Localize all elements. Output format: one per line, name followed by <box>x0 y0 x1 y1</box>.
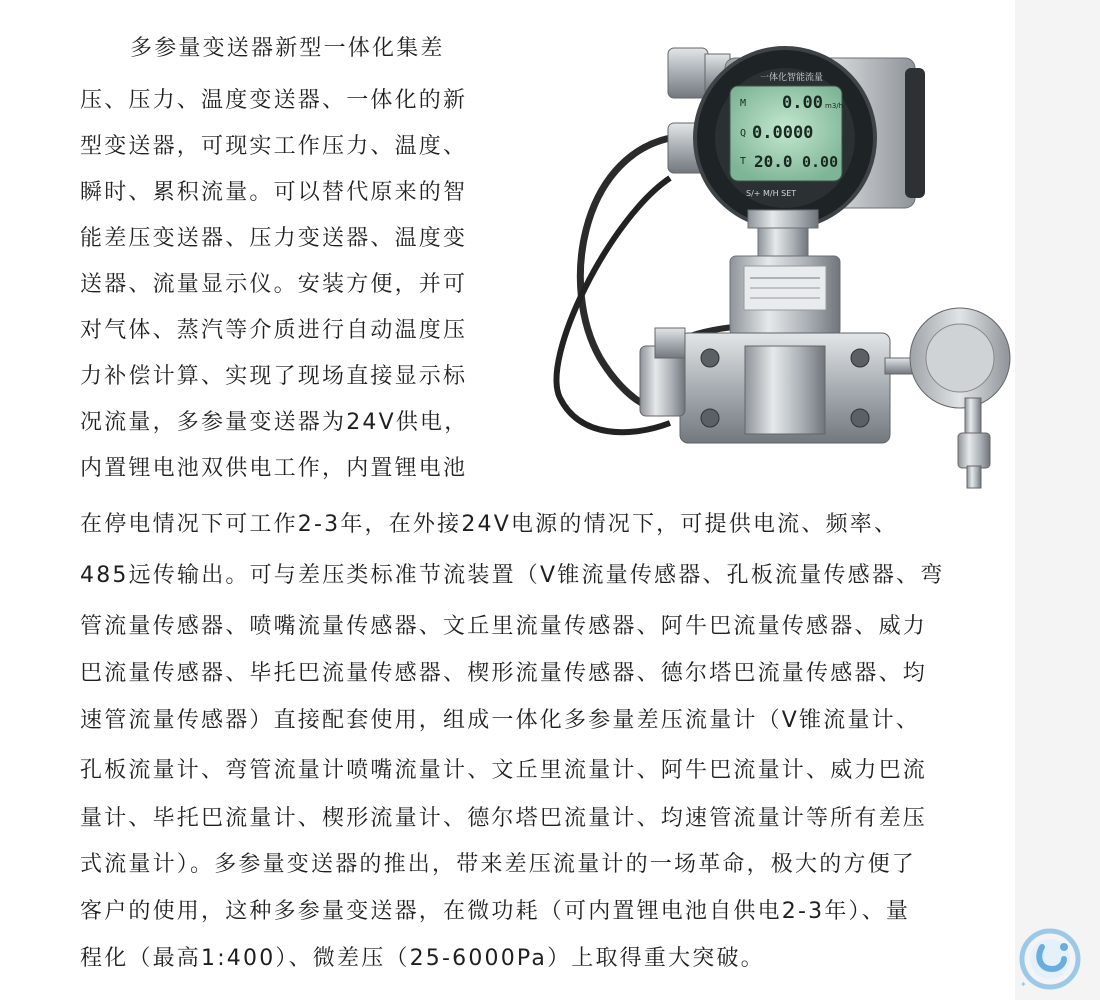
text-line-19: 客户的使用，这种多参量变送器，在微功耗（可内置锂电池自供电2-3年）、量 <box>80 899 911 924</box>
text-line-11: 在停电情况下可工作2-3年，在外接24V电源的情况下，可提供电流、频率、 <box>80 512 899 537</box>
svg-text:✦: ✦ <box>1020 980 1027 989</box>
svg-text:M: M <box>740 98 747 109</box>
multivariable-transmitter-image <box>520 28 1020 498</box>
temperature-sensor-icon <box>885 308 1010 488</box>
text-line-3: 型变送器，可现实工作压力、温度、 <box>80 134 468 159</box>
svg-text:0.00: 0.00 <box>802 153 839 171</box>
svg-text:S/+ M/H SET: S/+ M/H SET <box>746 189 797 198</box>
text-line-20: 程化（最高1:400）、微差压（25-6000Pa）上取得重大突破。 <box>80 946 765 971</box>
text-line-6: 送器、流量显示仪。安装方便，并可 <box>80 272 468 297</box>
text-line-13: 管流量传感器、喷嘴流量传感器、文丘里流量传感器、阿牛巴流量传感器、威力 <box>80 614 928 639</box>
text-line-8: 力补偿计算、实现了现场直接显示标 <box>80 364 468 389</box>
text-line-17: 量计、毕托巴流量计、楔形流量计、德尔塔巴流量计、均速管流量计等所有差压 <box>80 806 928 831</box>
text-line-12: 485远传输出。可与差压类标准节流装置（V锥流量传感器、孔板流量传感器、弯 <box>80 563 945 588</box>
page-edge-shade <box>1015 0 1100 1000</box>
svg-text:m3/h: m3/h <box>825 102 844 110</box>
text-line-14: 巴流量传感器、毕托巴流量传感器、楔形流量传感器、德尔塔巴流量传感器、均 <box>80 661 928 686</box>
svg-text:一体化智能流量: 一体化智能流量 <box>760 73 824 83</box>
text-line-1: 多参量变送器新型一体化集差 <box>130 36 445 61</box>
text-line-4: 瞬时、累积流量。可以替代原来的智 <box>80 180 468 205</box>
text-line-15: 速管流量传感器）直接配套使用，组成一体化多参量差压流量计（V锥流量计、 <box>80 708 921 733</box>
text-line-7: 对气体、蒸汽等介质进行自动温度压 <box>80 318 468 343</box>
text-line-16: 孔板流量计、弯管流量计喷嘴流量计、文丘里流量计、阿牛巴流量计、威力巴流 <box>80 758 928 783</box>
text-line-2: 压、压力、温度变送器、一体化的新 <box>80 88 468 113</box>
text-line-9: 况流量，多参量变送器为24V供电， <box>80 410 469 435</box>
watermark-logo-icon <box>1012 925 1084 991</box>
text-line-18: 式流量计）。多参量变送器的推出，带来差压流量计的一场革命，极大的方便了 <box>80 852 917 877</box>
svg-text:T: T <box>740 156 747 167</box>
text-line-10: 内置锂电池双供电工作，内置锂电池 <box>80 456 468 481</box>
svg-text:Q: Q <box>740 128 747 139</box>
svg-text:20.0: 20.0 <box>754 152 793 171</box>
text-line-5: 能差压变送器、压力变送器、温度变 <box>80 226 468 251</box>
svg-text:0.0000: 0.0000 <box>752 123 814 143</box>
svg-text:0.00: 0.00 <box>782 93 823 113</box>
